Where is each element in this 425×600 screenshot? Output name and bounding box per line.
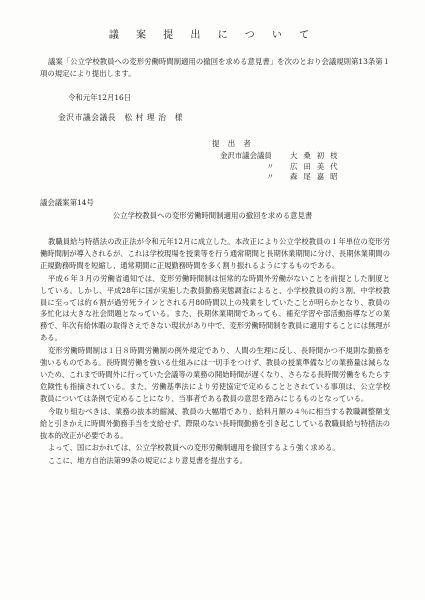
body-paragraph: 変形労働時間制は１日８時間労働制の例外規定であり、人間の生理に反し、長時間かつ不規則な勤務を強いるものである。長時間労働を強いる仕組みには一切手をつけず、教員の授業準備などの業務量は減らないため、これまで時間外に行っていた会議等の業務の開始時間が遅くなり、さらなる長時間労働をもたらす危険性も指摘されている。また、労働基準法により労使協定で定めることとされている事項は、公立学校教員については条例で定めることになり、当事者である教員の意思を踏みにじるものとなっている。 (40, 346, 390, 403)
submitter-row (212, 172, 370, 183)
submitter-name: 森尾嘉昭 (290, 172, 344, 181)
body-paragraph: 平成６年３月の労働省通知では、変形労働時間制は恒常的な時間外労働がないことを前提とした制度としている。しかし、平成28年に国が実施した教員勤務実態調査によると、小学校教員の約３割、中学校教員に至っては約６割が過労死ラインとされる月80時間以上の残業をしていたことが明らかとなり、教員の多忙化は大きな社会問題となっている。また、長期休業期間であっても、補充学習や部活動指導などの業務で、年次有給休暇の取得さえできない現状があり中で、変形労働時間制を教員に適用することには無理がある。 (40, 273, 390, 343)
bill-title: 公立学校教員への変形労働時間制適用の撤回を求める意見書 (112, 211, 313, 220)
body-text (40, 236, 390, 468)
addressee: 金沢市議会議長 松 村 理 治 様 (58, 113, 184, 122)
submission-date: 令和元年12月16日 (68, 93, 132, 102)
body-paragraph: よって、国におかれては、公立学校教員への変形労働制適用を撤回するよう強く求める。 (48, 443, 340, 453)
submitter-name: 広田美代 (290, 161, 344, 171)
intro-paragraph (40, 56, 390, 80)
submitters-block (212, 138, 370, 183)
bill-number: 議会議案第14号 (40, 198, 94, 207)
submitter-affiliation: 〃 (266, 161, 274, 171)
submitter-affiliation: 〃 (266, 172, 274, 181)
body-paragraph: 今取り組むべきは、業務の抜本的縮減、教員の大幅増であり、給料月額の４％に相当する教職調整額支給と引きかえに時間外勤務手当を支給せず、際限のない長時間勤務を引き起こしている教職員給与特措法の抜本的改正が必要である。 (40, 406, 390, 440)
submitters-label: 提 出 者 (212, 139, 254, 148)
document-title: 議 案 提 出 に つ い て (108, 30, 317, 41)
body-paragraph: 教職員給与特措法の改正法が令和元年12月に成立した。本改正により公立学校教員の１年単位の変形労働時間制が導入されるが、これは学校現場を授業等を行う通常期間と長期休業期間に分け、長期休業期間の正規勤務時間を短縮し、通常期間に正規勤務時間を多く割り振れるようにするものである。 (40, 237, 390, 270)
intro-text: 議案「公立学校教員への変形労働時間制適用の撤回を求める意見書」を次のとおり会議規則第13条第１項の規定により提出します。 (40, 57, 390, 78)
submitter-affiliation: 金沢市議会議員 (220, 151, 272, 160)
submitter-row (212, 151, 370, 162)
submitter-name: 大桑初枝 (290, 151, 344, 160)
submitter-row (212, 162, 370, 173)
body-paragraph: ここに、地方自治法第99条の規定により意見書を提出する。 (48, 456, 248, 466)
